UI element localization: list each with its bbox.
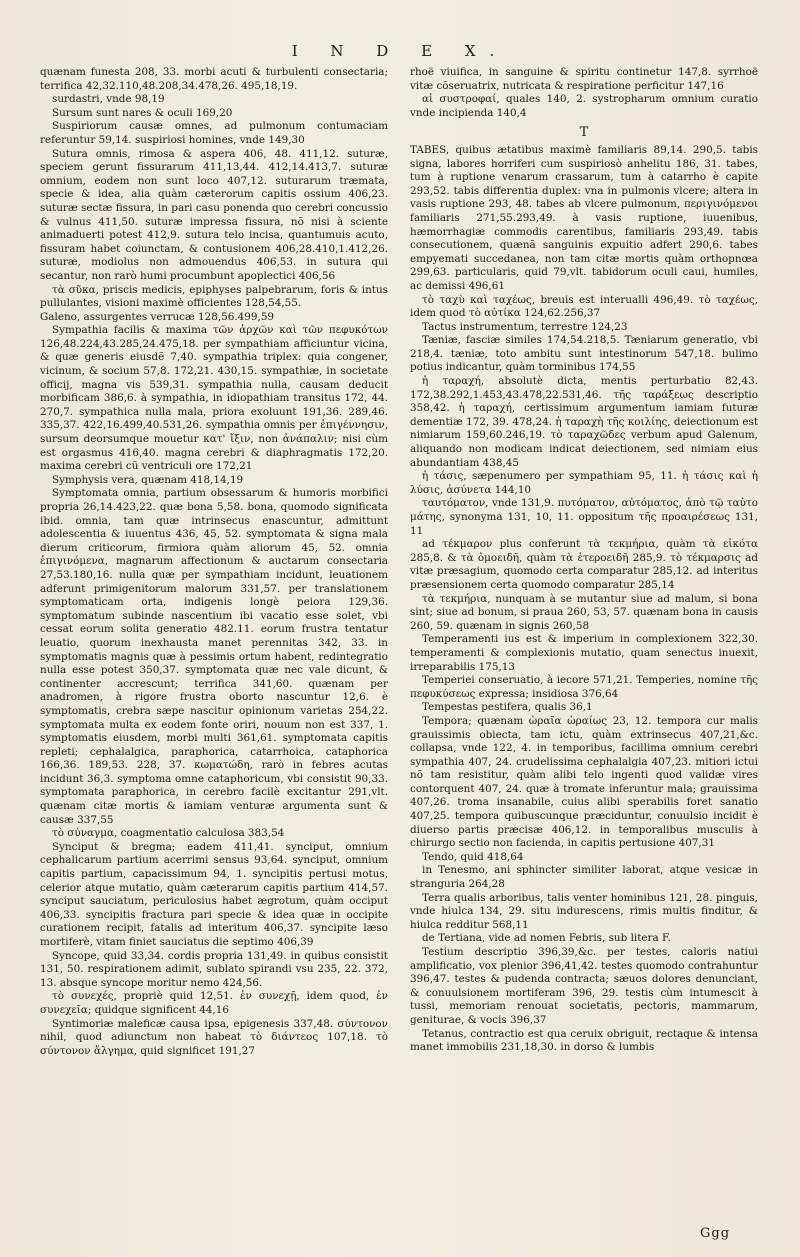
index-entry: de Tertiana, vide ad nomen Febris, sub litera F.	[422, 932, 671, 945]
index-entry: Testium descriptio 396,39,&c. per testes, caloris natiui amplificatio, vox plenior 396,41,42. testes quomodo contrahuntur 396,47. testes & pudenda contracta; sæuos dolores denunciant, & conuulsionem mortiferam 396, 29. testis cùm intumescit à tussi, memoriam renouat societatis, pectoris, mammarum, geniturae, & vocis 396,37	[410, 946, 758, 1026]
index-entry: TABES, quibus ætatibus maximè familiaris 89,14. 290,5. tabis signa, labores horriferi cum suspiriosò anhelitu 186, 31. tabes, tum à ruptione venarum crassarum, tum à catarrho è capite 293,52. tabis differentia duplex: vna in pulmonis vlcere; altera in vasis ruptione 293, 48. tabes ab vlcere pulmonum, περιγινόμενοι familiaris 271,55.293,49. à vasis ruptione, iuuenibus, hæmorrhagiæ commodis carentibus, familiaris 293,49. tabis consecutionem, quænã sanguinis expuitio adfert 290,6. tabes empyemati succedanea, non tam citæ mortis quàm orthopnœa 299,63. particularis, quid 79,vlt. tabidorum oculi caui, humiles, ac demissi 496,61	[410, 143, 758, 292]
index-entry: Sutura omnis, rimosa & aspera 406, 48. 411,12. suturæ, speciem gerunt fissurarum 411,13,44. 412,14.413,7. suturæ omnium, eodem non sunt loco 407,12. suturarum træmata, specie & idea, alia quàm cæterorum capitis ossium 406,23. suturæ sectæ fissura, in pari casu ponenda quo cerebri concussio & vulnus 411,50. suturæ impressa fissura, nõ nisi à sciente animaduerti potest 412,9. sutura telo incisa, quantumuis acuto, fissuram habet coiunctam, & contusionem 406,28.410,1.412,26. suturæ, modiolus non admouendus 406,53. in sutura qui secantur, non rarò humi procumbunt apoplectici 406,56	[40, 147, 388, 282]
section-letter: T	[579, 125, 589, 141]
index-entry: Symphysis vera, quænam 418,14,19	[52, 473, 244, 486]
index-entry: Syntimoriæ maleficæ causa ipsa, epigenesis 337,48. σύντονον nihil, quod adiunctum non habeat τὸ διάντεος 107,18. τὸ σύντονον ἄλγημα, quid significet 191,27	[40, 1017, 388, 1057]
left-column	[40, 66, 388, 1058]
right-column	[410, 66, 758, 1055]
page-header: I N D E X.	[291, 42, 509, 60]
index-entry: Symptomata omnia, partium obsessarum & humoris morbifici propria 26,14.423,22. quæ bona 5,58. bona, quomodo significata ibid. omnia, tam quæ intrinsecus enascuntur, admittunt adolescentia & iuuentus 436, 45, 52. symptomata & signa mala dierum criticorum, firmiora quàm aliorum 45, 52. omnia ἐπιγινόμενα, magnarum affectionum & auctarum consectaria 27,53.180,16. nulla quæ per sympathiam incidunt, leuationem adferunt primigenitorum malorum 331,57. per translationem symptomaticam orta, indigenis longè peiora 129,36. symptomatum subinde nascentium ibi vacatio esse solet, vbi cessat eorum solita generatio 482.11. eorum frustra tentatur leuatio, quorum inexhausta manet perennitas 342, 33. in symptomatis magnis quæ à pessimis ortum habent, redintegratio nulla esse potest 350,37. symptomata quæ nec vale dicunt, & continenter accrescunt; terrifica 341,60. quænam per anadromen, à rigore frustra oborto nascuntur 12,6. è symptomatis, crebra sæpe nascitur opinionum varietas 254,22. symptomata multa ex eodem fonte oriri, nouum non est 337, 1. symptomatis eiusdem, morbi multi 361,61. symptomata capitis repleti; cephalalgica, paraphorica, catarrhoica, cataphorica 166,36. 189,53. 228, 37. κωματώδη, rarò in febres acutas incidunt 36,3. symptoma omne cataphoricum, vbi consistit 90,33. symptomata paraphorica, in cerebro facilè excitantur 291,vlt. quænam citæ mortis & iamiam venturæ argumenta sunt & causæ 337,55	[40, 487, 388, 826]
index-entry: Temperamenti ius est & imperium in complexionem 322,30. temperamenti & complexionis mutatio, quam senectus inuexit, irreparabilis 175,13	[410, 633, 758, 673]
index-entry: Tendo, quid 418,64	[422, 850, 524, 863]
index-entry: τὰ τεκμήρια, nunquam à se mutantur siue ad malum, si bona sint; siue ad bonum, si praua 260, 53, 57. quænam bona in causis 260, 59. quænam in signis 260,58	[410, 592, 758, 632]
index-entry: Tactus instrumentum, terrestre 124,23	[422, 320, 628, 333]
index-entry: Sursum sunt nares & oculi 169,20	[52, 106, 233, 119]
index-entry: quænam funesta 208, 33. morbi acuti & turbulenti consectaria; terrifica 42,32.110,48.208,34.478,26. 495,18,19.	[40, 66, 388, 92]
index-entry: Synciput & bregma; eadem 411,41. synciput, omnium cephalicarum partium acerrimi sensus 93,64. synciput, omnium capitis partium, capacissimum 94, 1. syncipitis pertusi motus, celerior atque mutatio, quàm cæterarum capitis partium 414,57. synciput sauciatum, periculosius habet ægrotum, quàm occiput 406,33. syncipitis fractura pari specie & idea quæ in occipite curationem recipit, fatalis ad interitum 406,37. syncipite læso mortiferè, vitam finiet sauciatus die septimo 406,39	[40, 840, 388, 948]
index-entry: Tetanus, contractio est qua ceruix obriguit, rectaque & intensa manet immobilis 231,18,30. in dorso & lumbis	[410, 1027, 758, 1054]
index-entry: ἡ ταραχή, absolutè dicta, mentis perturbatio 82,43. 172,38.292,1.453,43.478,22.531,46. τῆς ταράξεως descriptio 358,42. ἡ ταραχή, certissimum argumentum iamiam futuræ dementiæ 172, 39. 478,24. ἡ ταραχὴ τῆς κοιλίης, deiectionum est nimiarum 159,60.246,19. τὸ ταραχῶδες verbum apud Galenum, aliquando non modicam indicat deiectionem, sed nimiam eius abundantiam 438,45	[410, 375, 758, 469]
index-entry: ad τέκμαρον plus conferunt τὰ τεκμήρια, quàm τὰ εἰκότα 285,8. & τὰ ὁμοειδῆ, quàm τὰ ἑτεροειδῆ 285,9. τὸ τέκμαρσις ad vitæ præsagium, quomodo certa comparatur 285,12. ad interitus præsensionem certa quomodo comparatur 285,14	[410, 538, 758, 591]
index-entry: τὸ ταχὺ καὶ ταχέως, breuis est interualli 496,49. τὸ ταχέως, idem quod τὸ αὐτίκα 124,62.256,37	[410, 293, 758, 320]
index-entry: τὰ σῦκα, priscis medicis, epiphyses palpebrarum, foris & intus pullulantes, visioni maximè officientes 128,54,55.	[40, 283, 388, 310]
index-entry: Syncope, quid 33,34. cordis propria 131,49. in quibus consistit 131, 50. respirationem adimit, sublato spirandi vsu 235, 22. 372, 13. absque syncope moritur nemo 424,56.	[40, 949, 388, 989]
index-entry: τὸ συνεχές, propriè quid 12,51. ἐν συνεχῇ, idem quod, ἐν συνεχεῖα; quidque significent 44,16	[40, 990, 388, 1016]
index-entry: Temperiei conseruatio, à iecore 571,21. Temperies, nomine τῆς πεφυκύσεως expressa; insidiosa 376,64	[410, 674, 758, 700]
index-entry: surdastri, vnde 98,19	[52, 93, 165, 106]
index-entry: Sympathia facilis & maxima τῶν ἀρχῶν καὶ τῶν πεφυκότων 126,48.224,43.285,24.475,18. per sympathiam afficiuntur vicina, & quæ generis eiusdẽ 7,40. sympathia triplex: quia congener, vicinum, & socium 57,8. 172,21. 430,15. sympathiæ, in societate officij, magna vis 539,31. sympathia nulla, causam deducit morbificam 386,6. à sympathia, in idiopathiam transitus 172, 44. 270,7. sympathica nulla mala, priora exoluunt 191,36. 289,46. 335,37. 422,16.499,40.531,26. sympathia omnis per ἐπιγέννησιν, sursum deorsumque mouetur κατ' ἴξιν, non ἀνάπαλιν; nisi cùm est orgasmus 416,40. magna cerebri & diaphragmatis 172,20. maxima cerebri cũ ventriculi ore 172,21	[40, 324, 388, 473]
signature-mark: Ggg	[700, 1226, 731, 1241]
index-entry: ταυτόματον, vnde 131,9. πυτόματον, αὐτόματος, ἀπὸ τῷ ταὐτο μάτης, synonyma 131, 10, 11. oppositum τῆς προαιρέσεως 131, 11	[410, 497, 758, 537]
index-entry: τὸ σύναγμα, coagmentatio calculosa 383,54	[52, 827, 285, 840]
index-entry: Tempora; quænam ὡραῖα ὡραίως 23, 12. tempora cur malis grauissimis obiecta, tam ictu, quàm extrinsecus 407,21,&c. collapsa, vnde 122, 4. in temporibus, facillima omnium cerebri sympathia 407, 24. crudelissima cephalalgia 407,23. mitiori ictui nõ tam resistitur, quàm alibi telo ingenti quod validæ vires contorquent 407, 24. quæ à tromate inferuntur mala; grauissima 407,26. troma insanabile, cuius alibi sperabilis foret sanatio 407,25. tempora quibuscunque præciduntur, conuulsio incidit è diuerso partis præcisæ 406,12. in temporalibus musculis à chirurgo sectio non facienda, in capitis pertusione 407,31	[410, 714, 758, 850]
index-entry: rhoë viuifica, in sanguine & spiritu continetur 147,8. syrrhoë vitæ cõseruatrix, nutricata & respiratione perficitur 147,16	[410, 66, 758, 92]
index-entry: Suspiriorum causæ omnes, ad pulmonum contumaciam referuntur 59,14. suspiriosi homines, vnde 149,30	[40, 120, 388, 146]
index-entry: αἱ συστροφαί, quales 140, 2. systropharum omnium curatio vnde incipienda 140,4	[410, 93, 758, 119]
index-entry: Galeno, assurgentes verrucæ 128,56.499,59	[40, 310, 275, 323]
index-entry: Terra qualis arboribus, talis venter hominibus 121, 28. pinguis, vnde hiulca 134, 29. situ indurescens, rimis multis finditur, & hiulca redditur 568,11	[410, 891, 758, 931]
index-entry: Tæniæ, fasciæ similes 174,54.218,5. Tæniarum generatio, vbi 218,4. tæniæ, toto ambitu sunt intestinorum 547,18. bulimo potius indicantur, quàm torminibus 174,55	[410, 334, 758, 374]
index-entry: Tempestas pestifera, qualis 36,1	[422, 701, 593, 714]
index-entry: ἡ τάσις, sæpenumero per sympathiam 95, 11. ἡ τάσις καὶ ἡ λύσις, ἀσύνετα 144,10	[410, 470, 758, 496]
index-entry: in Tenesmo, ani sphincter similiter laborat, atque vesicæ in stranguria 264,28	[410, 864, 758, 891]
